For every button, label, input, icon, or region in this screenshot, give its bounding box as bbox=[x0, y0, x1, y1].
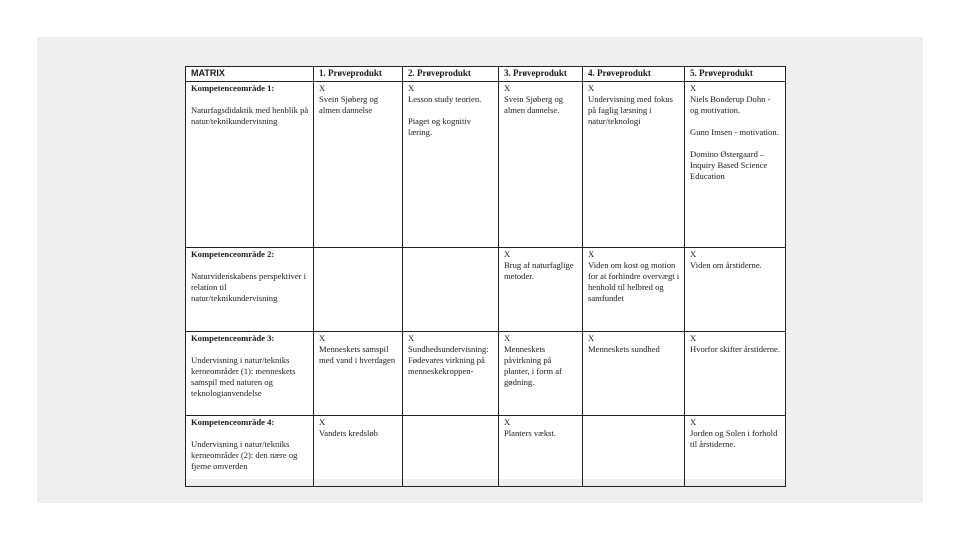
product-cell bbox=[685, 82, 786, 248]
check-mark: X bbox=[690, 83, 697, 93]
product-cell bbox=[403, 332, 499, 416]
product-header: 4. Prøveprodukt bbox=[583, 67, 685, 82]
competence-area-description: Naturvidenskabens perspektiver i relation til natur/teknikundervisning bbox=[191, 271, 307, 303]
matrix-table bbox=[185, 66, 786, 487]
cell-text: Menneskets samspil med vand i hverdagen bbox=[319, 344, 396, 365]
cell-text: Gunn Imsen - motivation. bbox=[690, 127, 779, 137]
check-mark: X bbox=[319, 83, 326, 93]
cell-text: Vandets kredsløb bbox=[319, 428, 378, 438]
cell-text: Sundhedsundervisning: Fødevares virkning på menneskekroppen- bbox=[408, 344, 489, 376]
check-mark: X bbox=[319, 333, 326, 343]
cell-text: Undervisning med fokus på faglig læsning i natur/teknologi bbox=[588, 94, 673, 126]
competence-area-title: Kompetenceområde 4: bbox=[191, 417, 275, 427]
product-cell bbox=[499, 416, 583, 487]
competence-area-cell bbox=[186, 248, 314, 332]
competence-area-title: Kompetenceområde 1: bbox=[191, 83, 275, 93]
product-header: 2. Prøveprodukt bbox=[403, 67, 499, 82]
cell-text: Svein Sjøberg og almen dannelse. bbox=[504, 94, 564, 115]
check-mark: X bbox=[588, 83, 595, 93]
competence-area-cell bbox=[186, 416, 314, 487]
cell-text: Jorden og Solen i forhold til årstiderne. bbox=[690, 428, 778, 449]
cell-text: Menneskets påvirkning på planter, i form af gødning. bbox=[504, 344, 562, 387]
check-mark: X bbox=[319, 417, 326, 427]
product-cell bbox=[314, 82, 403, 248]
product-cell bbox=[403, 82, 499, 248]
product-cell bbox=[403, 416, 499, 487]
competence-row bbox=[186, 82, 786, 248]
check-mark: X bbox=[408, 333, 415, 343]
competence-row bbox=[186, 332, 786, 416]
check-mark: X bbox=[690, 249, 697, 259]
product-cell bbox=[314, 416, 403, 487]
check-mark: X bbox=[504, 83, 511, 93]
competence-area-description: Undervisning i natur/tekniks kerneområder (2): den nære og fjerne omverden bbox=[191, 439, 298, 471]
document-page bbox=[185, 66, 785, 479]
cell-text: Menneskets sundhed bbox=[588, 344, 660, 354]
cell-text: Viden om kost og motion for at forhindre overvægt i henhold til helbred og samfundet bbox=[588, 260, 680, 303]
cell-text: Domino Østergaard – Inquiry Based Science Education bbox=[690, 149, 768, 181]
product-cell bbox=[583, 82, 685, 248]
competence-area-description: Undervisning i natur/tekniks kerneområder (1): menneskets samspil med naturen og teknologianvendelse bbox=[191, 355, 296, 398]
product-cell bbox=[685, 416, 786, 487]
competence-row bbox=[186, 248, 786, 332]
cell-text: Brug af naturfaglige metoder. bbox=[504, 260, 574, 281]
product-cell bbox=[685, 332, 786, 416]
check-mark: X bbox=[504, 417, 511, 427]
cell-text: Lesson study teorien. bbox=[408, 94, 482, 104]
product-header: 5. Prøveprodukt bbox=[685, 67, 786, 82]
check-mark: X bbox=[504, 333, 511, 343]
check-mark: X bbox=[504, 249, 511, 259]
check-mark: X bbox=[408, 83, 415, 93]
competence-area-title: Kompetenceområde 3: bbox=[191, 333, 275, 343]
competence-area-title: Kompetenceområde 2: bbox=[191, 249, 275, 259]
cell-text: Niels Bonderup Dohn - og motivation. bbox=[690, 94, 771, 115]
product-cell bbox=[583, 416, 685, 487]
header-row bbox=[186, 67, 786, 82]
product-cell bbox=[583, 248, 685, 332]
competence-area-cell bbox=[186, 332, 314, 416]
product-cell bbox=[314, 248, 403, 332]
check-mark: X bbox=[690, 417, 697, 427]
product-header: 3. Prøveprodukt bbox=[499, 67, 583, 82]
competence-area-description: Naturfagsdidaktik med henblik på natur/teknikundervisning bbox=[191, 105, 309, 126]
check-mark: X bbox=[588, 333, 595, 343]
product-cell bbox=[499, 82, 583, 248]
product-cell bbox=[403, 248, 499, 332]
matrix-header: MATRIX bbox=[186, 67, 314, 82]
product-cell bbox=[583, 332, 685, 416]
cell-text: Planters vækst. bbox=[504, 428, 557, 438]
product-cell bbox=[499, 248, 583, 332]
product-cell bbox=[685, 248, 786, 332]
product-cell bbox=[499, 332, 583, 416]
product-cell bbox=[314, 332, 403, 416]
product-header: 1. Prøveprodukt bbox=[314, 67, 403, 82]
cell-text: Piaget og kognitiv læring. bbox=[408, 116, 472, 137]
check-mark: X bbox=[690, 333, 697, 343]
check-mark: X bbox=[588, 249, 595, 259]
cell-text: Svein Sjøberg og almen dannelse bbox=[319, 94, 379, 115]
competence-row bbox=[186, 416, 786, 487]
cell-text: Viden om årstiderne. bbox=[690, 260, 762, 270]
cell-text: Hvorfor skifter årstiderne. bbox=[690, 344, 780, 354]
competence-area-cell bbox=[186, 82, 314, 248]
